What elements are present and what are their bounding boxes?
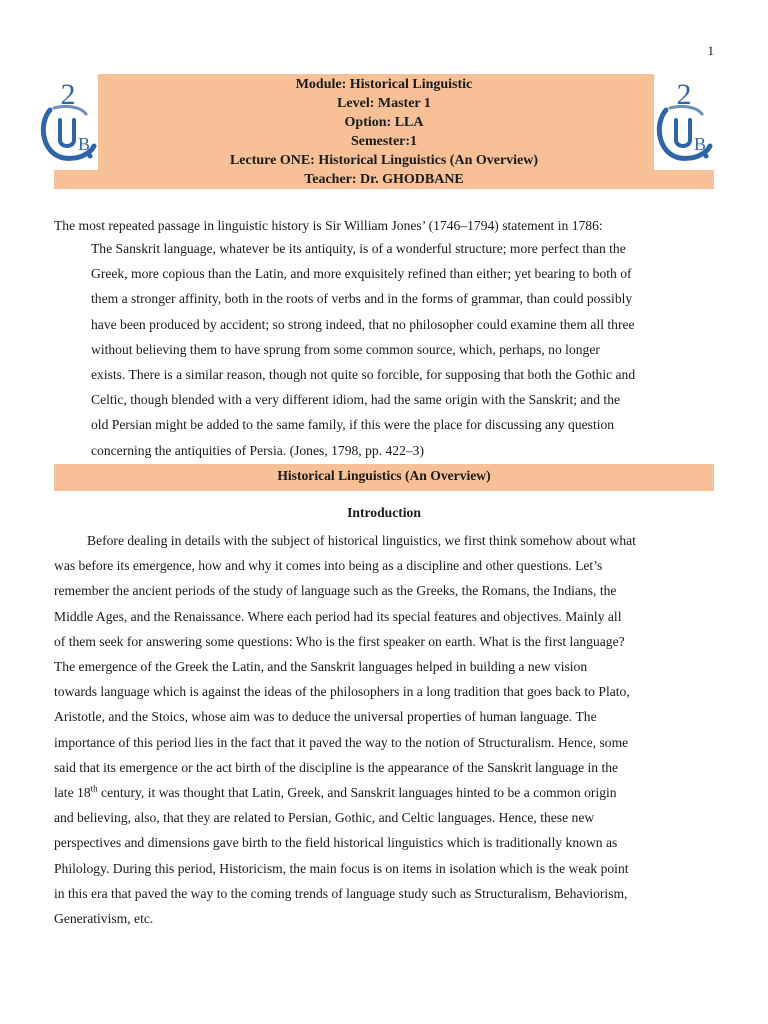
svg-text:B: B (694, 134, 707, 154)
body-line: Generativism, etc. (54, 911, 154, 927)
body-line: perspectives and dimensions gave birth to the field historical linguistics which is traditionally known as (54, 835, 618, 851)
header-lecture: Lecture ONE: Historical Linguistics (An Overview) (229, 153, 539, 168)
body-line: of them seek for answering some questions: Who is the first speaker on earth. What is the first language? (54, 633, 625, 649)
body-line: importance of this period lies in the fact that it paved the way to the notion of Structuralism. Hence, some (54, 734, 629, 750)
body-line: was before its emergence, how and why it comes into being as a discipline and other questions. Let’s (54, 558, 603, 574)
body-line: The emergence of the Greek the Latin, and the Sanskrit languages helped in building a new vision (54, 659, 588, 675)
body-text: late 18 (54, 785, 91, 801)
header-module: Module: Historical Linguistic (295, 77, 473, 92)
opening-sentence: The most repeated passage in linguistic history is Sir William Jones’ (1746–1794) statement in 1786: (54, 218, 603, 233)
header-option: Option: LLA (344, 115, 424, 130)
body-line: remember the ancient periods of the study of language such as the Greeks, the Romans, the Indians, the (54, 583, 617, 599)
page-number: 1 (707, 43, 714, 58)
quote-line: without believing them to have sprung from some common source, which, perhaps, no longer (91, 341, 600, 357)
body-line: Aristotle, and the Stoics, whose aim was to deduce the universal properties of human language. The (54, 709, 597, 725)
svg-text:2: 2 (60, 78, 76, 111)
header-semester: Semester:1 (350, 134, 418, 149)
svg-text:2: 2 (676, 78, 692, 111)
quote-line: concerning the antiquities of Persia. (Jones, 1798, pp. 422–3) (91, 442, 424, 458)
body-line: said that its emergence or the act birth of the discipline is the appearance of the Sanskrit language in the (54, 759, 619, 775)
body-line: Middle Ages, and the Renaissance. Where each period had its special features and objectives. Mainly all (54, 608, 622, 624)
body-line-with-superscript (54, 780, 734, 805)
quote-line: Greek, more copious than the Latin, and more exquisitely refined than either; yet bearing to both of (91, 266, 632, 282)
body-line: towards language which is against the ideas of the philosophers in a long tradition that goes back to Plato, (54, 684, 630, 700)
university-logo-left (38, 74, 98, 170)
document-header (54, 74, 714, 189)
quote-line: them a stronger affinity, both in the roots of verbs and in the forms of grammar, than could possibly (91, 291, 633, 307)
block-quote (91, 236, 635, 463)
quote-line: Celtic, though blended with a very different idiom, had the same origin with the Sanskrit; and the (91, 392, 621, 408)
quote-line: exists. There is a similar reason, though not quite so forcible, for supposing that both the Gothic and (91, 367, 636, 383)
body-line: Before dealing in details with the subject of historical linguistics, we first think somehow about what (87, 533, 636, 548)
quote-line: old Persian might be added to the same family, if this were the place for discussing any question (91, 417, 615, 433)
university-logo-icon (654, 74, 714, 170)
body-text: century, it was thought that Latin, Greek, and Sanskrit languages hinted to be a common origin (97, 785, 617, 801)
body-paragraph (54, 528, 734, 931)
header-lines (114, 75, 654, 189)
superscript: th (90, 783, 98, 794)
body-line: in this era that paved the way to the coming trends of language study such as Structuralism, Behaviorism, (54, 885, 628, 901)
university-logo-right (654, 74, 714, 170)
header-level: Level: Master 1 (337, 96, 431, 111)
quote-line: The Sanskrit language, whatever be its antiquity, is of a wonderful structure; more perfect than the (91, 241, 626, 256)
body-line: and believing, also, that they are related to Persian, Gothic, and Celtic languages. Hence, these new (54, 810, 595, 826)
intro-heading: Introduction (347, 505, 421, 520)
header-teacher: Teacher: Dr. GHODBANE (304, 172, 464, 187)
university-logo-icon (38, 74, 98, 170)
quote-line: have been produced by accident; so strong indeed, that no philosopher could examine them all three (91, 316, 635, 332)
body-line: Philology. During this period, Historicism, the main focus is on items in isolation which is the weak point (54, 860, 629, 876)
svg-text:B: B (78, 134, 91, 154)
section-title: Historical Linguistics (An Overview) (54, 464, 714, 491)
